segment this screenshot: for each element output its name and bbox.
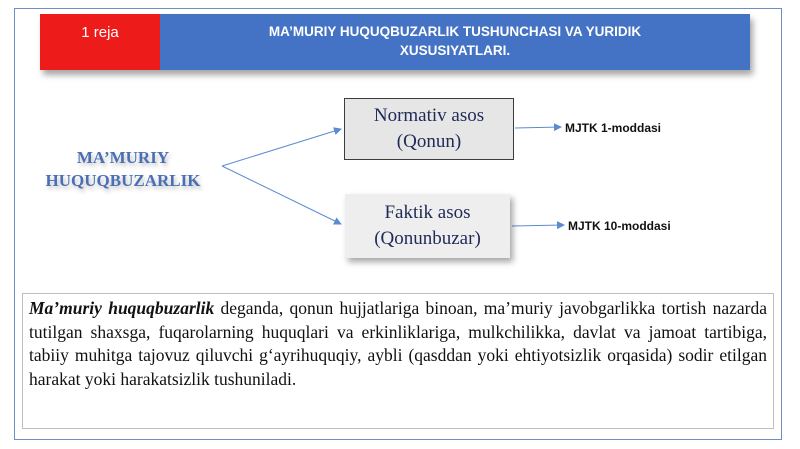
faktik-basis-box (345, 194, 510, 258)
slide-title-line-1: MA’MURIY HUQUQBUZARLIK TUSHUNCHASI VA YURIDIK (268, 24, 642, 39)
normativ-line-1: Normativ asos (373, 105, 485, 126)
plan-tag: 1 reja (40, 14, 160, 70)
ref-normativ: MJTK 1-moddasi (565, 121, 662, 135)
slide-title-line-2: XUSUSIYATLARI. (399, 43, 511, 58)
normativ-line-2: (Qonun) (396, 131, 462, 152)
arrow-to-normativ (222, 129, 341, 166)
faktik-line-2: (Qonunbuzar) (374, 228, 481, 249)
arrow-to-faktik (222, 166, 341, 224)
normativ-basis-box (344, 98, 514, 160)
arrow-to-ref-2 (512, 225, 564, 226)
arrow-to-ref-1 (515, 127, 561, 128)
definition-box (22, 293, 774, 429)
definition-text: deganda, qonun hujjatlariga binoan, ma’muriy javobgarlikka tortish nazarda tutilgan shaxsga, fuqarolarning huquqlari va erkinliklariga, mulkchilikka, davlat va jamoat tartibiga, tabiiy muhitga tajovuz qiluvchi g‘ayrihuquqiy, aybli (qasddan yoki ehtiyotsizlik orqasida) sodir etilgan harakat yoki harakatsizlik tushuniladi. (29, 298, 767, 389)
subject-line-1: MA’MURIY (76, 148, 170, 167)
subject-line-2: HUQUQBUZARLIK (45, 171, 201, 190)
definition-term: Ma’muriy huquqbuzarlik (29, 298, 215, 318)
ref-faktik: MJTK 10-moddasi (568, 219, 671, 233)
faktik-line-1: Faktik asos (384, 202, 471, 223)
